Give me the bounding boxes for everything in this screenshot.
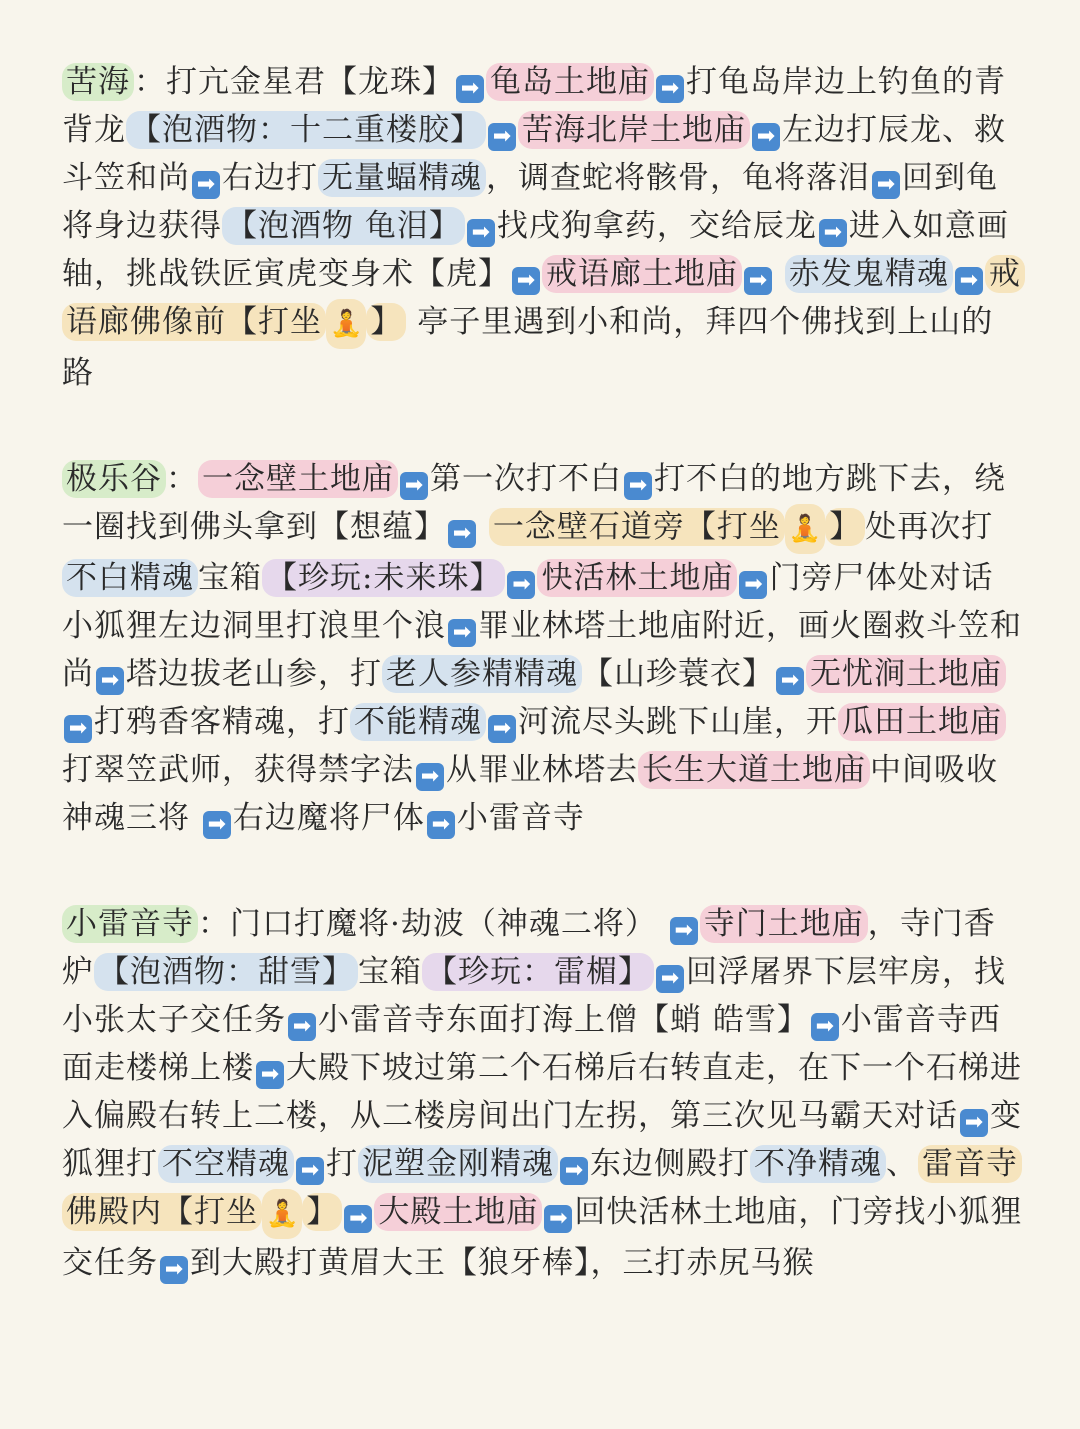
text-segment: 宝箱: [198, 560, 262, 596]
highlight-green: 极乐谷: [62, 460, 166, 498]
arrow-right-icon: ➡: [416, 763, 444, 791]
arrow-right-icon: ➡: [507, 571, 535, 599]
arrow-right-icon: ➡: [288, 1013, 316, 1041]
highlight-blue: 无量蝠精魂: [318, 159, 486, 197]
highlight-pink: 无忧涧土地庙: [806, 655, 1006, 693]
arrow-right-icon: ➡: [739, 571, 767, 599]
highlight-pink: 一念壁土地庙: [198, 460, 398, 498]
arrow-right-icon: ➡: [192, 171, 220, 199]
highlight-purple: 【珍玩：雷楣】: [422, 953, 654, 991]
highlight-yellow: 】: [302, 1193, 342, 1231]
highlight-blue: 不白精魂: [62, 559, 198, 597]
text-segment: ：打亢金星君【龙珠】: [134, 64, 454, 100]
text-segment: 回快活林土地庙，门旁找小狐狸交任务: [62, 1194, 1023, 1281]
arrow-right-icon: ➡: [656, 965, 684, 993]
text-segment: 门旁尸体处对话小狐狸左边洞里打浪里个浪: [62, 560, 994, 644]
highlight-green: 小雷音寺: [62, 905, 198, 943]
text-segment: ：: [166, 461, 198, 497]
text-segment: 【山珍蓑衣】: [582, 656, 774, 692]
arrow-right-icon: ➡: [752, 123, 780, 151]
arrow-right-icon: ➡: [488, 715, 516, 743]
text-segment: 右边魔将尸体: [232, 800, 425, 836]
highlight-pink: 苦海北岸土地庙: [518, 111, 750, 149]
arrow-right-icon: ➡: [955, 267, 983, 295]
highlight-yellow: 】: [366, 303, 406, 341]
text-segment: 罪业林塔土地庙附近，画火圈救斗笠和尚: [62, 608, 1022, 692]
text-segment: ，寺门香炉: [62, 906, 996, 990]
section-xiaoleiyinsi: [62, 900, 1024, 1287]
highlight-blue: 老人参精精魂: [382, 655, 582, 693]
highlight-blue: 泥塑金刚精魂: [358, 1145, 558, 1183]
arrow-right-icon: ➡: [344, 1205, 372, 1233]
arrow-right-icon: ➡: [467, 219, 495, 247]
text-segment: 大殿下坡过第二个石梯后右转直走，在下一个石梯进入偏殿右转上二楼，从二楼房间出门左拐，第三次见马霸天对话: [62, 1050, 1022, 1134]
text-segment: 宝箱: [358, 954, 422, 990]
highlight-pink: 大殿土地庙: [374, 1193, 542, 1231]
highlight-pink: 戒语廊土地庙: [542, 255, 742, 293]
text-segment: 找戌狗拿药，交给辰龙: [496, 208, 817, 244]
text-segment: [774, 256, 785, 292]
highlight-purple: 【珍玩:未来珠】: [262, 559, 505, 597]
highlight-blue: 【泡酒物：十二重楼胶】: [126, 111, 486, 149]
highlight-blue: 不净精魂: [750, 1145, 886, 1183]
arrow-right-icon: ➡: [448, 520, 476, 548]
arrow-right-icon: ➡: [203, 811, 231, 839]
text-segment: ，调查蛇将骸骨，龟将落泪: [486, 160, 870, 196]
highlight-pink: 长生大道土地庙: [638, 751, 870, 789]
highlight-pink: 寺门土地庙: [700, 905, 868, 943]
text-segment: 打龟岛岸边上钓鱼的青背龙: [62, 64, 1006, 148]
text-segment: ：门口打魔将·劫波（神魂二将）: [198, 906, 668, 942]
arrow-right-icon: ➡: [744, 267, 772, 295]
arrow-right-icon: ➡: [64, 715, 92, 743]
highlight-yellow: 一念壁石道旁【打坐: [489, 508, 785, 546]
section-kuhai: [62, 58, 1024, 397]
text-segment: 东边侧殿打: [590, 1146, 750, 1182]
text-segment: 变狐狸打: [62, 1098, 1022, 1182]
text-segment: 亭子里遇到小和尚，拜四个佛找到上山的路: [62, 304, 994, 391]
arrow-right-icon: ➡: [670, 917, 698, 945]
arrow-right-icon: ➡: [448, 619, 476, 647]
text-segment: [478, 509, 489, 545]
arrow-right-icon: ➡: [560, 1157, 588, 1185]
arrow-right-icon: ➡: [256, 1061, 284, 1089]
arrow-right-icon: ➡: [544, 1205, 572, 1233]
highlight-blue: 【泡酒物 龟泪】: [222, 207, 465, 245]
text-segment: 打: [326, 1146, 358, 1182]
arrow-right-icon: ➡: [456, 75, 484, 103]
highlight-yellow: 】: [825, 508, 865, 546]
text-segment: 进入如意画轴，挑战铁匠寅虎变身术【虎】: [62, 208, 1009, 292]
text-segment: 到大殿打黄眉大王【狼牙棒】，三打赤尻马猴: [190, 1245, 815, 1281]
text-segment: 小雷音寺西面走楼梯上楼: [62, 1002, 1001, 1086]
arrow-right-icon: ➡: [427, 811, 455, 839]
highlight-blue: 【泡酒物：甜雪】: [94, 953, 358, 991]
text-segment: 、: [886, 1146, 918, 1182]
meditate-icon: 🧘: [785, 504, 825, 554]
text-segment: 中间吸收神魂三将: [62, 752, 998, 836]
arrow-right-icon: ➡: [488, 123, 516, 151]
meditate-icon: 🧘: [326, 299, 366, 349]
text-segment: 打翠笠武师，获得禁字法: [62, 752, 414, 788]
arrow-right-icon: ➡: [960, 1109, 988, 1137]
text-segment: 小雷音寺: [456, 800, 585, 836]
arrow-right-icon: ➡: [776, 667, 804, 695]
text-segment: 塔边拔老山参，打: [126, 656, 382, 692]
highlight-yellow: 戒语廊佛像前【打坐: [62, 255, 1025, 341]
arrow-right-icon: ➡: [819, 219, 847, 247]
highlight-blue: 不能精魂: [350, 703, 486, 741]
highlight-pink: 快活林土地庙: [537, 559, 737, 597]
text-segment: 第一次打不白: [430, 461, 622, 497]
arrow-right-icon: ➡: [96, 667, 124, 695]
text-segment: 打不白的地方跳下去，绕一圈找到佛头拿到【想蕴】: [62, 461, 1006, 545]
meditate-icon: 🧘: [262, 1189, 302, 1239]
highlight-yellow: 雷音寺佛殿内【打坐: [62, 1145, 1022, 1231]
text-segment: 打鸦香客精魂，打: [94, 704, 350, 740]
arrow-right-icon: ➡: [872, 171, 900, 199]
text-segment: 回到龟将身边获得: [62, 160, 998, 244]
arrow-right-icon: ➡: [160, 1256, 188, 1284]
arrow-right-icon: ➡: [624, 472, 652, 500]
text-segment: 从罪业林塔去: [446, 752, 638, 788]
highlight-pink: 瓜田土地庙: [838, 703, 1006, 741]
arrow-right-icon: ➡: [512, 267, 540, 295]
text-segment: 河流尽头跳下山崖，开: [518, 704, 838, 740]
highlight-blue: 赤发鬼精魂: [785, 255, 953, 293]
text-segment: 左边打辰龙、救斗笠和尚: [62, 112, 1006, 196]
text-segment: 右边打: [222, 160, 318, 196]
text-segment: 回浮屠界下层牢房，找小张太子交任务: [62, 954, 1006, 1038]
arrow-right-icon: ➡: [296, 1157, 324, 1185]
arrow-right-icon: ➡: [656, 75, 684, 103]
arrow-right-icon: ➡: [400, 472, 428, 500]
highlight-green: 苦海: [62, 63, 134, 101]
highlight-blue: 不空精魂: [158, 1145, 294, 1183]
section-jilegu: [62, 455, 1024, 842]
text-segment: 小雷音寺东面打海上僧【蛸 皓雪】: [318, 1002, 809, 1038]
text-segment: 处再次打: [865, 509, 994, 545]
highlight-pink: 龟岛土地庙: [486, 63, 654, 101]
arrow-right-icon: ➡: [811, 1013, 839, 1041]
